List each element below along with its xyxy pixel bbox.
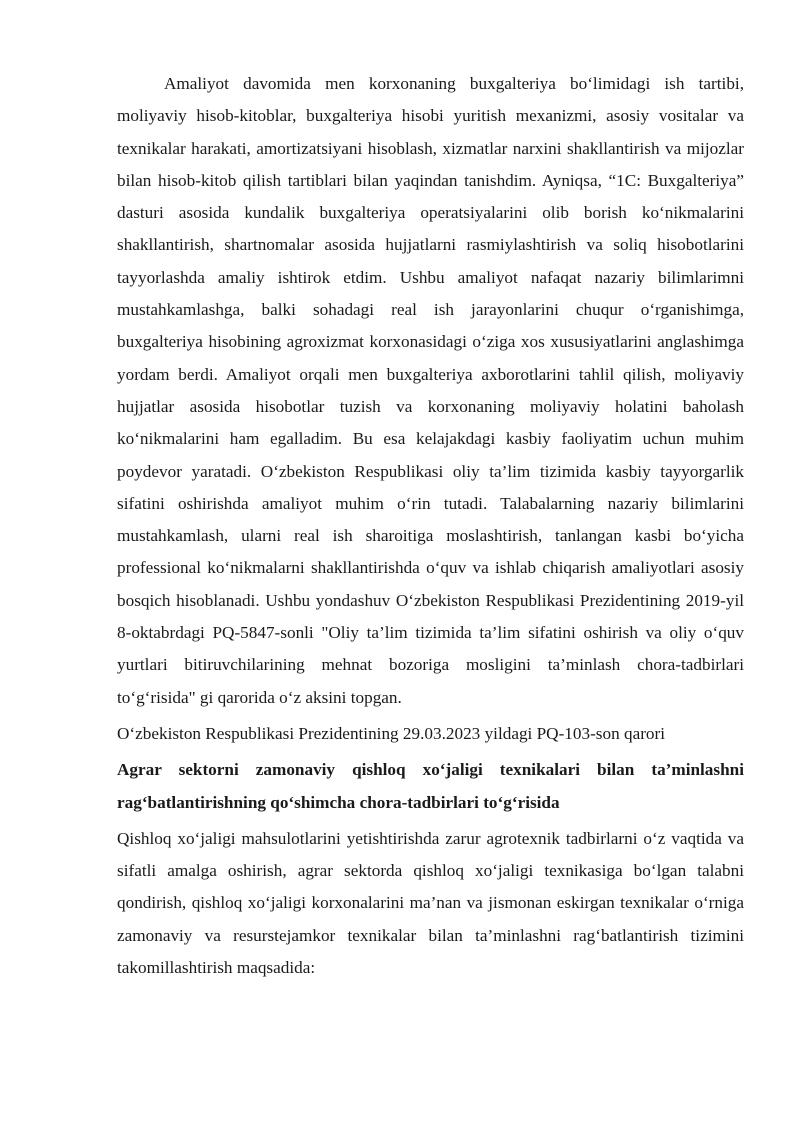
main-paragraph: Amaliyot davomida men korxonaning buxgalteriya bo‘limidagi ish tartibi, moliyaviy hisob-kitoblar, buxgalteriya hisobi yuritish mexanizmi, asosiy vositalar va texnikalar harakati, amortizatsiyani hisoblash, xizmatlar narxini shakllantirish va mijozlar bilan hisob-kitob qilish tartiblari bilan yaqindan tanishdim. Ayniqsa, “1C: Buxgalteriya” dasturi asosida kundalik buxgalteriya operatsiyalarini olib borish ko‘nikmalarini shakllantirish, shartnomalar asosida hujjatlarni rasmiylashtirish va soliq hisobotlarini tayyorlashda amaliy ishtirok etdim. Ushbu amaliyot nafaqat nazariy bilimlarimni mustahkamlashga, balki sohadagi real ish jarayonlarini chuqur o‘rganishimga, buxgalteriya hisobining agroxizmat korxonasidagi o‘ziga xos xususiyatlarini anglashimga yordam berdi. Amaliyot orqali men buxgalteriya axborotlarini tahlil qilish, moliyaviy hujjatlar asosida hisobotlar tuzish va korxonaning moliyaviy holatini baholash ko‘nikmalarini ham egalladim. Bu esa kelajakdagi kasbiy faoliyatim uchun muhim poydevor yaratadi. O‘zbekiston Respublikasi oliy ta’lim tizimida kasbiy tayyorgarlik sifatini oshirishda amaliyot muhim o‘rin tutadi. Talabalarning nazariy bilimlarini mustahkamlash, ularni real ish sharoitiga moslashtirish, tanlangan kasbi bo‘yicha professional ko‘nikmalarni shakllantirishda o‘quv va ishlab chiqarish amaliyotlari asosiy bosqich hisoblanadi. Ushbu yondashuv O‘zbekiston Respublikasi Prezidentining 2019-yil 8-oktabrdagi PQ-5847-sonli "Oliy ta’lim tizimida ta’lim sifatini oshirish va oliy o‘quv yurtlari bitiruvchilarining mehnat bozoriga mosligini ta’minlash chora-tadbirlari to‘g‘risida" gi qarorida o‘z aksini topgan. <box>117 74 744 707</box>
decree-body: Qishloq xo‘jaligi mahsulotlarini yetishtirishda zarur agrotexnik tadbirlarni o‘z vaqtida va sifatli amalga oshirish, agrar sektorda qishloq xo‘jaligi texnikasiga bo‘lgan talabni qondirish, qishloq xo‘jaligi korxonalarini ma’nan va jismonan eskirgan texnikalar o‘rniga zamonaviy va resurstejamkor texnikalar bilan ta’minlashni rag‘batlantirish tizimini takomillashtirish maqsadida: <box>117 828 744 978</box>
decree-reference: O‘zbekiston Respublikasi Prezidentining 29.03.2023 yildagi PQ-103-son qarori <box>117 723 666 743</box>
decree-title: Agrar sektorni zamonaviy qishloq xo‘jaligi texnikalari bilan ta’minlashni rag‘batlantirishning qo‘shimcha chora-tadbirlari to‘g‘risida <box>117 760 744 812</box>
